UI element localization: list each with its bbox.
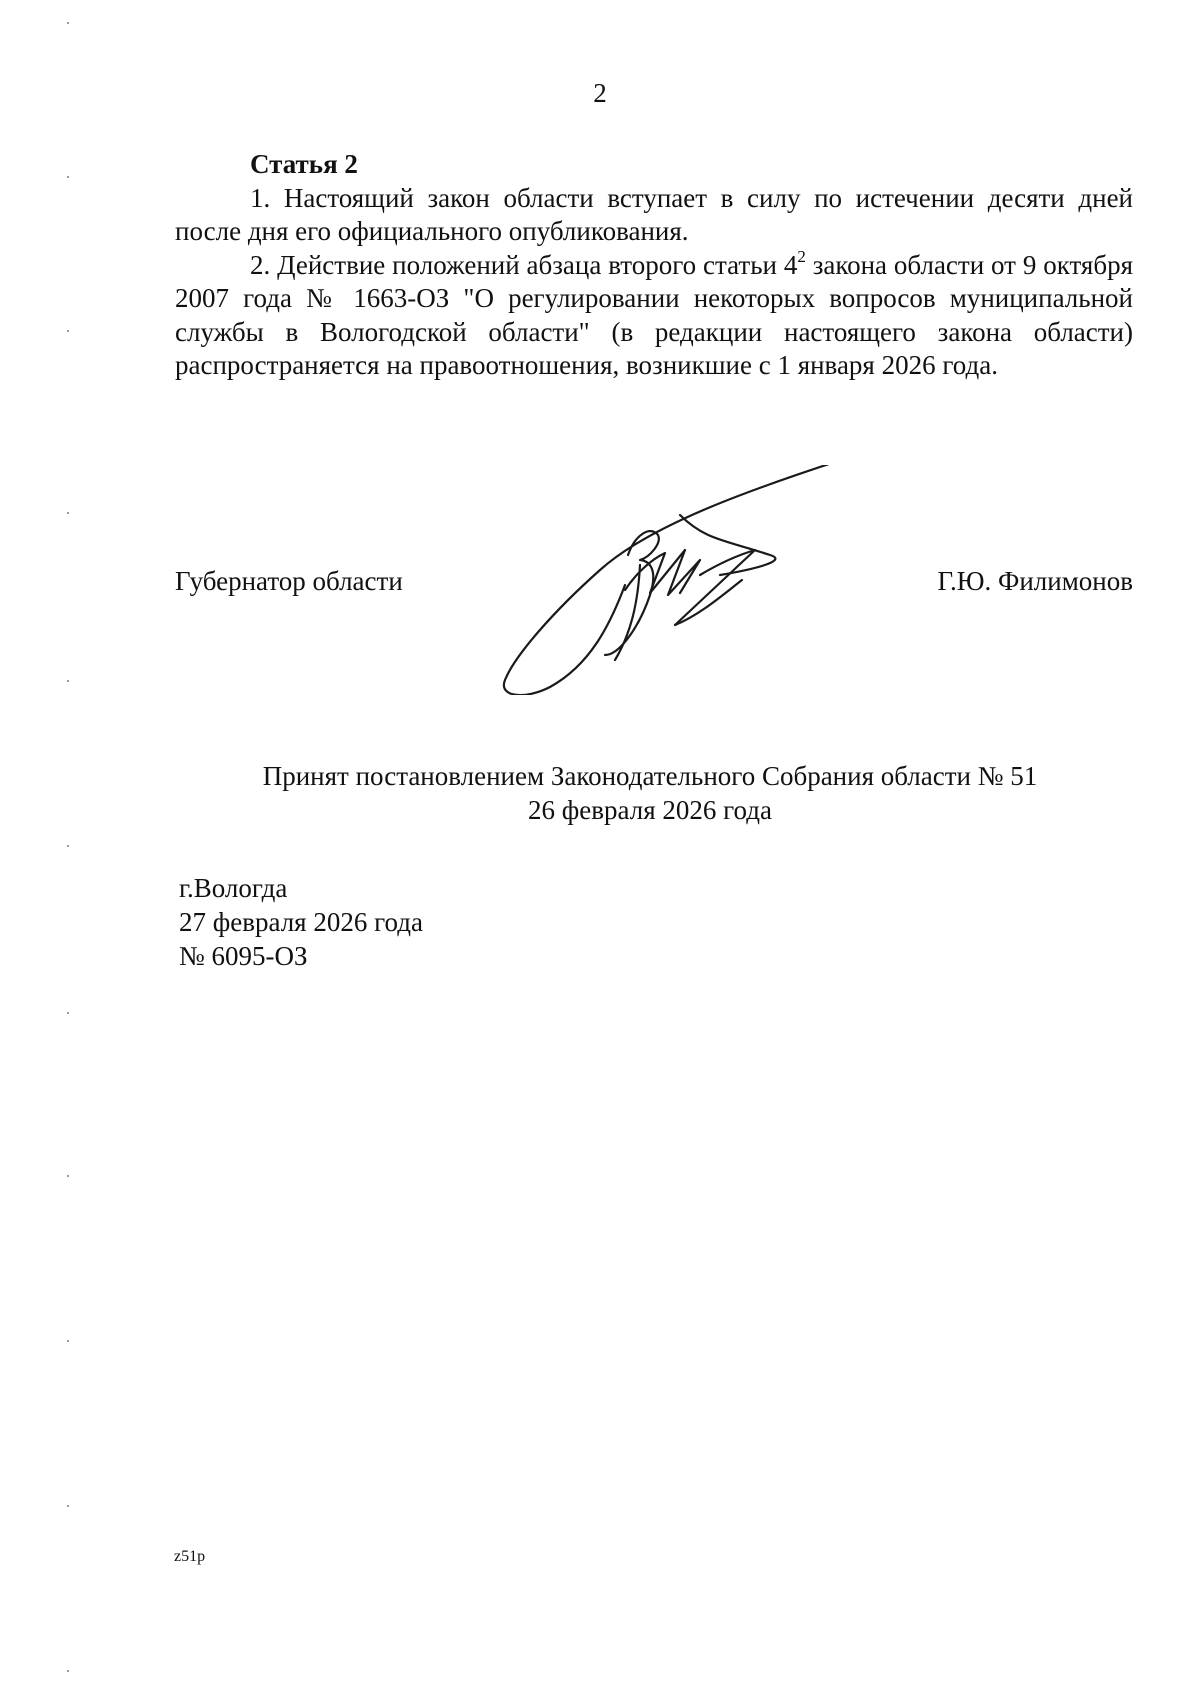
adoption-line-1: Принят постановлением Законодательного Собрания области № 51: [262, 761, 1038, 791]
article-paragraph-2: [175, 246, 1134, 383]
adoption-block: [0, 760, 1200, 827]
margin-mark: [67, 22, 69, 24]
margin-mark: [67, 845, 69, 847]
margin-mark: [67, 176, 69, 178]
law-date: 27 февраля 2026 года: [179, 907, 423, 937]
paragraph-2-superscript: 2: [797, 246, 806, 266]
margin-mark: [67, 1505, 69, 1507]
page-number: 2: [593, 78, 607, 108]
city: г.Вологда: [179, 873, 288, 903]
margin-mark: [67, 1670, 69, 1672]
signatory-position: Губернатор области: [175, 566, 403, 596]
article-block: [175, 148, 1133, 383]
margin-mark: [67, 1175, 69, 1177]
adoption-line-2: 26 февраля 2026 года: [528, 794, 772, 825]
law-details-block: [179, 871, 423, 973]
margin-mark: [67, 1012, 69, 1014]
paragraph-2-end: закона области от 9 октября 2007 года № 1663-ОЗ "О регулировании некоторых вопросов муниципальной службы в Вологодской области" (в редакции настоящего закона области) распространяется на правоотношения, возникшие с 1 января 2026 года.: [175, 249, 1134, 380]
article-title: Статья 2: [250, 149, 358, 179]
file-code: z51p: [174, 1548, 206, 1565]
law-number: № 6095-ОЗ: [179, 941, 308, 971]
signature-icon: [500, 465, 840, 695]
margin-mark: [67, 680, 69, 682]
margin-mark: [67, 1340, 69, 1342]
signatory-name: Г.Ю. Филимонов: [937, 566, 1133, 596]
article-paragraph-1: 1. Настоящий закон области вступает в силу по истечении десяти дней после дня его официального опубликования.: [175, 182, 1133, 246]
paragraph-2-start: 2. Действие положений абзаца второго статьи 4: [250, 249, 798, 280]
margin-mark: [67, 330, 69, 332]
margin-mark: [67, 512, 69, 514]
